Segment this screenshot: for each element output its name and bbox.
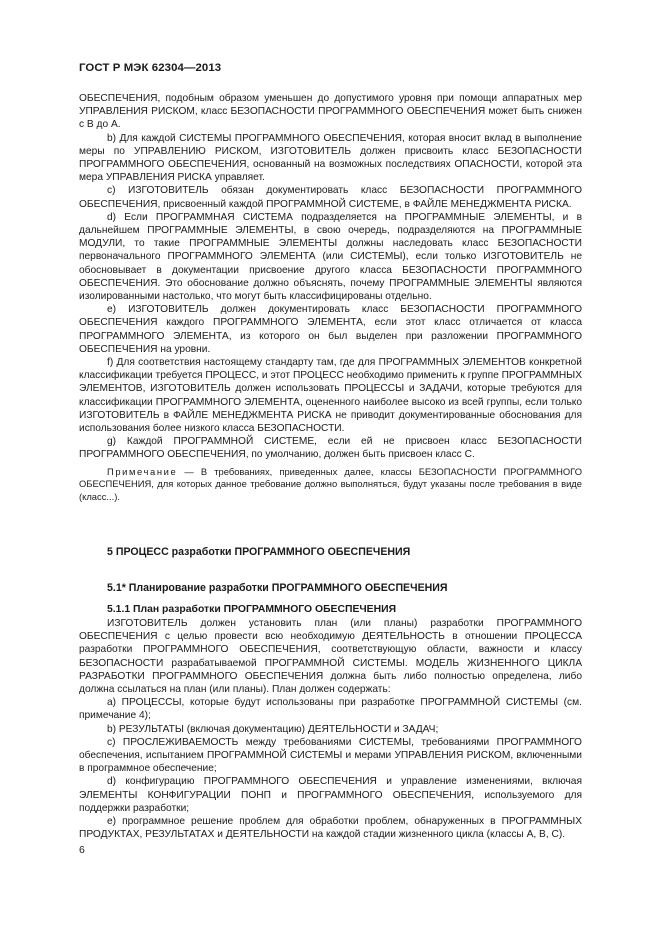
paragraph-e: e) ИЗГОТОВИТЕЛЬ должен документировать класс БЕЗОПАСНОСТИ ПРОГРАММНОГО ОБЕСПЕЧЕНИЯ каждого ПРОГРАММНОГО ЭЛЕМЕНТА, если этот класс отличается от класса ПРОГРАММНОГО ЭЛЕМЕНТА, из которого он был выделен при разложении ПРОГРАММНОГО ОБЕСПЕЧЕНИЯ на уровни. <box>79 304 582 355</box>
paragraph-d: d) Если ПРОГРАММНАЯ СИСТЕМА подразделяется на ПРОГРАММНЫЕ ЭЛЕМЕНТЫ, и в дальнейшем ПРОГРАММНЫЕ ЭЛЕМЕНТЫ, в свою очередь, подразделяются на ПРОГРАММНЫЕ МОДУЛИ, то такие ПРОГРАММНЫЕ ЭЛЕМЕНТЫ должны наследовать класс БЕЗОПАСНОСТИ первоначального ПРОГРАММНОГО ЭЛЕМЕНТА (или СИСТЕМЫ), если только ИЗГОТОВИТЕЛЬ не обосновывает в документации присвоение другого класса БЕЗОПАСНОСТИ ПРОГРАММНОГО ОБЕСПЕЧЕНИЯ. Это обоснование должно объяснять, почему ПРОГРАММНЫЕ ЭЛЕМЕНТЫ являются изолированными настолько, что могут быть классифицированы отдельно. <box>79 211 582 303</box>
lower-text-block <box>79 617 582 841</box>
section-5-1-heading: 5.1* Планирование разработки ПРОГРАММНОГО ОБЕСПЕЧЕНИЯ <box>107 582 448 594</box>
upper-text-block <box>79 92 582 503</box>
note <box>79 466 582 504</box>
note-label: Примечание <box>107 465 178 477</box>
list-item-e: e) программное решение проблем для обработки проблем, обнаруженных в ПРОГРАММНЫХ ПРОДУКТАХ, РЕЗУЛЬТАТАХ и ДЕЯТЕЛЬНОСТИ на каждой стадии жизненного цикла (классы А, В, С). <box>79 816 582 841</box>
list-item-c: c) ПРОСЛЕЖИВАЕМОСТЬ между требованиями СИСТЕМЫ, требованиями ПРОГРАММНОГО обеспечения, испытанием ПРОГРАММНОЙ СИСТЕМЫ и мерами УПРАВЛЕНИЯ РИСКОМ, включенными в программное обеспечение; <box>79 736 582 775</box>
list-item-b: b) РЕЗУЛЬТАТЫ (включая документацию) ДЕЯТЕЛЬНОСТИ и ЗАДАЧ; <box>107 723 439 735</box>
paragraph-g: g) Каждой ПРОГРАММНОЙ СИСТЕМЕ, если ей не присвоен класс БЕЗОПАСНОСТИ ПРОГРАММНОГО ОБЕСПЕЧЕНИЯ, по умолчанию, должен быть присвоен класс С. <box>79 436 582 461</box>
paragraph-continuation: ОБЕСПЕЧЕНИЯ, подобным образом уменьшен до допустимого уровня при помощи аппаратных мер УПРАВЛЕНИЯ РИСКОМ, класс БЕЗОПАСНОСТИ ПРОГРАММНОГО ОБЕСПЕЧЕНИЯ может быть снижен с B до A. <box>79 93 582 131</box>
list-item-d: d) конфигурацию ПРОГРАММНОГО ОБЕСПЕЧЕНИЯ и управление изменениями, включая ЭЛЕМЕНТЫ КОНФИГУРАЦИИ ПОНП и ПРОГРАММНОГО ОБЕСПЕЧЕНИЯ, используемого для поддержки разработки; <box>79 776 582 814</box>
paragraph-c: c) ИЗГОТОВИТЕЛЬ обязан документировать класс БЕЗОПАСНОСТИ ПРОГРАММНОГО ОБЕСПЕЧЕНИЯ, присвоенный каждой ПРОГРАММНОЙ СИСТЕМЕ, в ФАЙЛЕ МЕНЕДЖМЕНТА РИСКА. <box>79 185 582 210</box>
list-item-a: a) ПРОЦЕССЫ, которые будут использованы при разработке ПРОГРАММНОЙ СИСТЕМЫ (см. примечание 4); <box>79 697 582 722</box>
page-header: ГОСТ Р МЭК 62304—2013 <box>79 62 222 74</box>
section-5-1-1-heading: 5.1.1 План разработки ПРОГРАММНОГО ОБЕСПЕЧЕНИЯ <box>107 604 397 615</box>
note-text: — В требованиях, приведенных далее, классы БЕЗОПАСНОСТИ ПРОГРАММНОГО ОБЕСПЕЧЕНИЯ, для которых данное требование должно выполняться, будут указаны после требования в виде (класс...). <box>79 465 582 502</box>
section-5-heading: 5 ПРОЦЕСС разработки ПРОГРАММНОГО ОБЕСПЕЧЕНИЯ <box>107 546 411 558</box>
paragraph-f: f) Для соответствия настоящему стандарту там, где для ПРОГРАММНЫХ ЭЛЕМЕНТОВ конкретной классификации требуется ПРОЦЕСС, и этот ПРОЦЕСС необходимо применить к группе ПРОГРАММНЫХ ЭЛЕМЕНТОВ, ИЗГОТОВИТЕЛЬ должен использовать ПРОЦЕССЫ и ЗАДАЧИ, которые требуются для классификации ПРОГРАММНОГО ЭЛЕМЕНТА, оцененного наиболее высоко из всей группы, если только ИЗГОТОВИТЕЛЬ в ФАЙЛЕ МЕНЕДЖМЕНТА РИСКА не приводит документированные обоснования для использования более низкого класса БЕЗОПАСНОСТИ. <box>79 357 582 435</box>
paragraph-plan: ИЗГОТОВИТЕЛЬ должен установить план (или планы) разработки ПРОГРАММНОГО ОБЕСПЕЧЕНИЯ с целью провести всю необходимую ДЕЯТЕЛЬНОСТЬ в отношении ПРОЦЕССА разработки ПРОГРАММНОГО ОБЕСПЕЧЕНИЯ, соответствующую области, важности и классу БЕЗОПАСНОСТИ разрабатываемой ПРОГРАММНОЙ СИСТЕМЫ. МОДЕЛЬ ЖИЗНЕННОГО ЦИКЛА РАЗРАБОТКИ ПРОГРАММНОГО ОБЕСПЕЧЕНИЯ должна быть либо полностью определена, либо должна ссылаться на план (или планы). План должен содержать: <box>79 618 582 696</box>
page-number: 6 <box>79 845 85 856</box>
paragraph-b: b) Для каждой СИСТЕМЫ ПРОГРАММНОГО ОБЕСПЕЧЕНИЯ, которая вносит вклад в выполнение меры по УПРАВЛЕНИЮ РИСКОМ, ИЗГОТОВИТЕЛЬ должен присвоить класс БЕЗОПАСНОСТИ ПРОГРАММНОГО ОБЕСПЕЧЕНИЯ, основанный на возможных последствиях ОПАСНОСТИ, которой эта мера УПРАВЛЕНИЯ РИСКА управляет. <box>79 132 582 184</box>
